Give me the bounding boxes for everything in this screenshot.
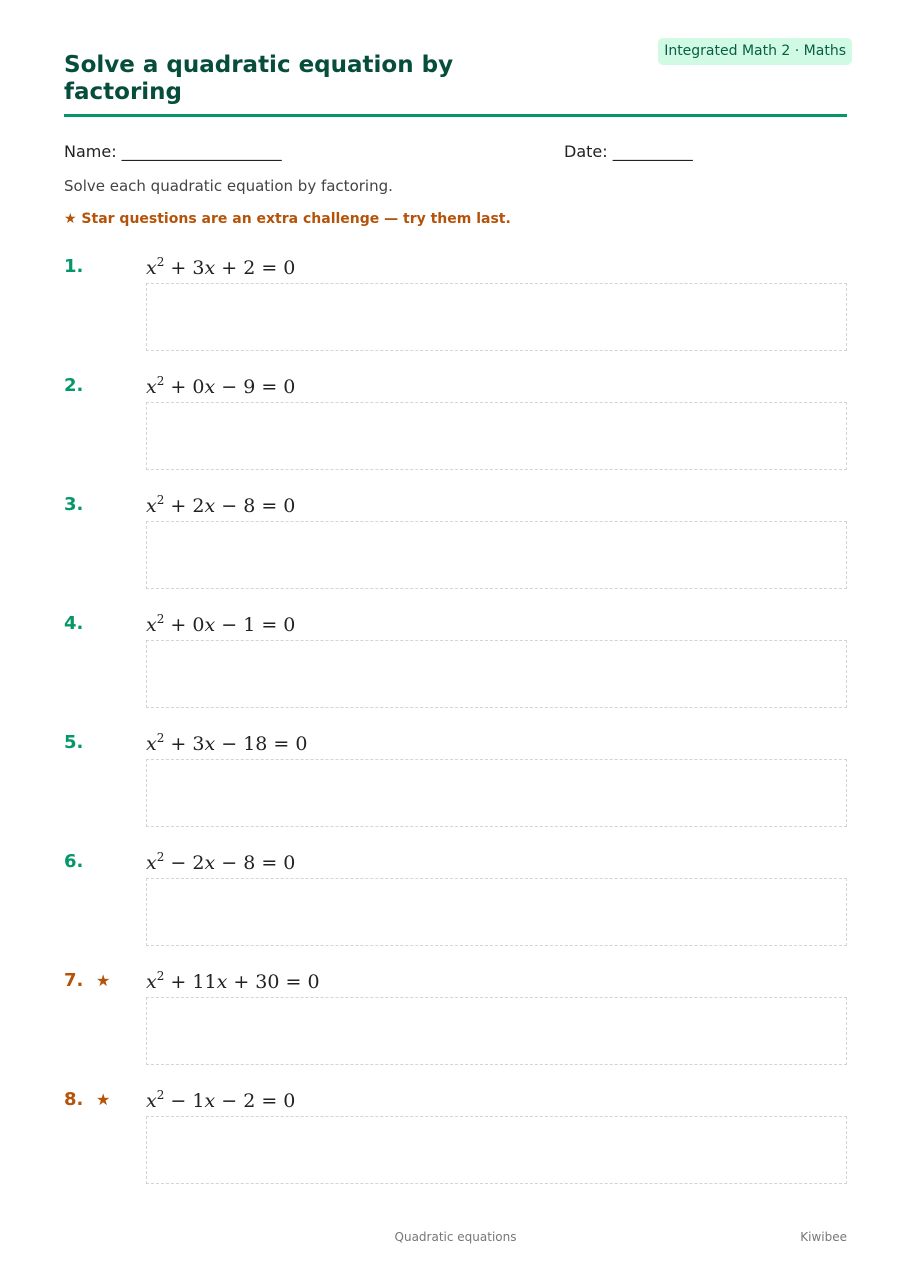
footer-brand: Kiwibee: [800, 1230, 847, 1244]
question-equation: $x^2 - 2x - 8 = 0$: [146, 850, 296, 874]
question-equation: $x^2 + 3x - 18 = 0$: [146, 731, 308, 755]
question-5: [64, 732, 847, 832]
answer-box[interactable]: [146, 759, 847, 827]
question-number: 8.: [64, 1089, 84, 1110]
answer-box[interactable]: [146, 402, 847, 470]
question-equation: $x^2 + 0x - 9 = 0$: [146, 374, 296, 398]
answer-box[interactable]: [146, 878, 847, 946]
star-note: ★ Star questions are an extra challenge — try them last.: [64, 211, 511, 227]
star-icon: ★: [96, 1090, 111, 1109]
question-7: [64, 970, 847, 1070]
star-icon: ★: [96, 971, 111, 990]
question-number: 4.: [64, 613, 84, 634]
question-3: [64, 494, 847, 594]
question-equation: $x^2 + 2x - 8 = 0$: [146, 493, 296, 517]
question-equation: $x^2 + 11x + 30 = 0$: [146, 969, 320, 993]
question-8: [64, 1089, 847, 1189]
answer-box[interactable]: [146, 1116, 847, 1184]
worksheet-page: [64, 0, 847, 1285]
page-title: Solve a quadratic equation by factoring: [64, 52, 454, 105]
answer-box[interactable]: [146, 997, 847, 1065]
answer-box[interactable]: [146, 283, 847, 351]
answer-box[interactable]: [146, 640, 847, 708]
question-number: 6.: [64, 851, 84, 872]
question-2: [64, 375, 847, 475]
course-badge: Integrated Math 2 · Maths: [658, 38, 852, 65]
question-equation: $x^2 - 1x - 2 = 0$: [146, 1088, 296, 1112]
answer-box[interactable]: [146, 521, 847, 589]
name-field: Name: ____________________: [64, 142, 282, 161]
title-divider: [64, 114, 847, 117]
question-number: 3.: [64, 494, 84, 515]
question-equation: $x^2 + 3x + 2 = 0$: [146, 255, 296, 279]
question-1: [64, 256, 847, 356]
question-number: 1.: [64, 256, 84, 277]
date-field: Date: __________: [564, 142, 693, 161]
question-number: 5.: [64, 732, 84, 753]
footer-topic: Quadratic equations: [394, 1230, 517, 1244]
instructions: Solve each quadratic equation by factoring.: [64, 177, 393, 195]
question-equation: $x^2 + 0x - 1 = 0$: [146, 612, 296, 636]
question-4: [64, 613, 847, 713]
question-number: 7.: [64, 970, 84, 991]
question-6: [64, 851, 847, 951]
question-number: 2.: [64, 375, 84, 396]
